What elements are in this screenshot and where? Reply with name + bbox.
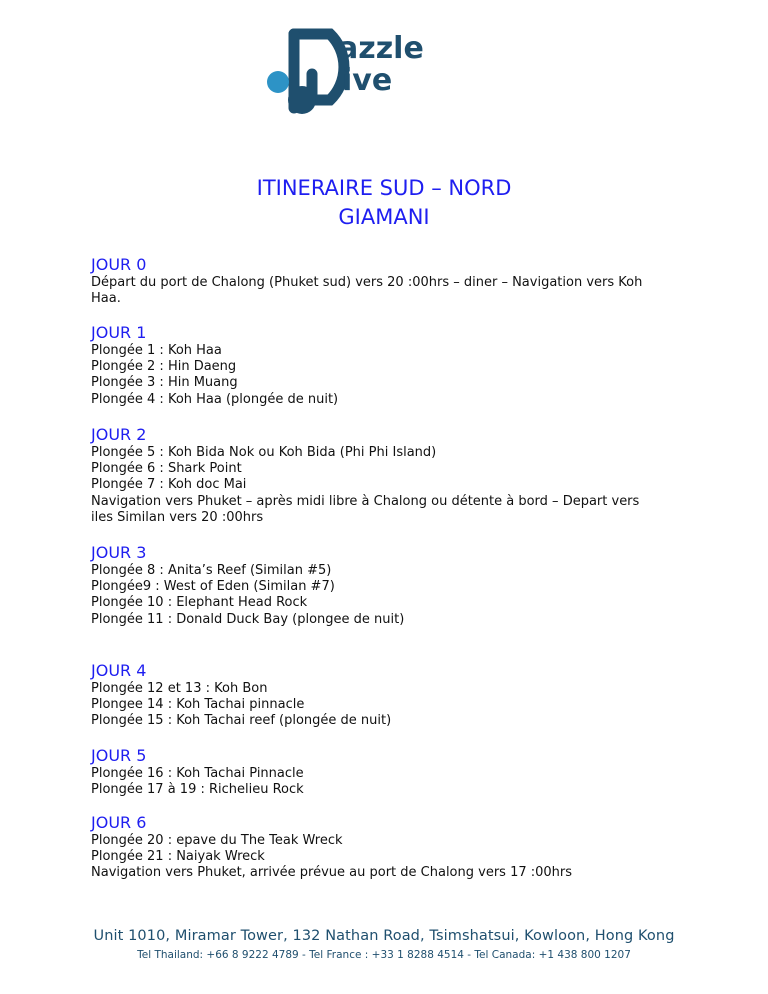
day-line: Plongée 10 : Elephant Head Rock: [91, 595, 308, 611]
day-heading: JOUR 0: [91, 255, 147, 274]
day-heading: JOUR 6: [91, 813, 147, 832]
title-line-1: ITINERAIRE SUD – NORD: [256, 176, 512, 200]
dazzle-dive-logo: [262, 26, 502, 122]
day-heading: JOUR 5: [91, 746, 147, 765]
day-3: [91, 543, 691, 628]
day-6: [91, 813, 691, 882]
logo-word-top: azzle: [338, 31, 424, 66]
day-line: Plongée 2 : Hin Daeng: [91, 359, 237, 375]
day-line: Navigation vers Phuket, arrivée prévue au port de Chalong vers 17 :00hrs: [91, 865, 573, 881]
day-line: Navigation vers Phuket – après midi libre à Chalong ou détente à bord – Depart vers: [91, 493, 640, 509]
day-line: Départ du port de Chalong (Phuket sud) vers 20 :00hrs – diner – Navigation vers Koh: [91, 275, 643, 290]
day-line: Plongée9 : West of Eden (Similan #7): [91, 579, 335, 595]
day-0: [91, 255, 691, 307]
day-heading: JOUR 4: [91, 661, 147, 680]
day-line: Plongée 5 : Koh Bida Nok ou Koh Bida (Phi Phi Island): [91, 445, 437, 460]
day-line: Plongée 20 : epave du The Teak Wreck: [91, 833, 343, 848]
day-1: [91, 323, 691, 408]
day-5: [91, 746, 691, 798]
title-line-2: GIAMANI: [338, 205, 430, 229]
day-2: [91, 425, 691, 526]
day-line: iles Similan vers 20 :00hrs: [91, 509, 264, 525]
logo-circle-dark: [288, 86, 316, 114]
day-4: [91, 661, 691, 730]
day-line: Haa.: [91, 291, 121, 307]
day-heading: JOUR 1: [91, 323, 147, 342]
logo-circle-light: [267, 71, 289, 93]
day-line: Plongée 7 : Koh doc Mai: [91, 477, 247, 493]
day-line: Plongée 8 : Anita’s Reef (Similan #5): [91, 563, 332, 578]
day-line: Plongee 14 : Koh Tachai pinnacle: [91, 697, 305, 713]
day-line: Plongée 12 et 13 : Koh Bon: [91, 681, 268, 696]
footer-address: Unit 1010, Miramar Tower, 132 Nathan Road, Tsimshatsui, Kowloon, Hong Kong: [93, 928, 675, 944]
day-line: Plongée 15 : Koh Tachai reef (plongée de nuit): [91, 713, 392, 729]
footer-phones: Tel Thailand: +66 8 9222 4789 - Tel France : +33 1 8288 4514 - Tel Canada: +1 438 800 1207: [137, 949, 631, 961]
day-line: Plongée 21 : Naiyak Wreck: [91, 849, 265, 865]
logo-word-bottom: ive: [342, 63, 393, 98]
day-line: Plongée 17 à 19 : Richelieu Rock: [91, 782, 304, 798]
day-line: Plongée 16 : Koh Tachai Pinnacle: [91, 766, 304, 781]
day-line: Plongée 6 : Shark Point: [91, 461, 242, 477]
day-line: Plongée 4 : Koh Haa (plongée de nuit): [91, 391, 339, 407]
day-line: Plongée 1 : Koh Haa: [91, 343, 222, 358]
day-heading: JOUR 2: [91, 425, 147, 444]
day-heading: JOUR 3: [91, 543, 147, 562]
day-line: Plongée 3 : Hin Muang: [91, 375, 238, 391]
day-line: Plongée 11 : Donald Duck Bay (plongee de nuit): [91, 611, 405, 627]
